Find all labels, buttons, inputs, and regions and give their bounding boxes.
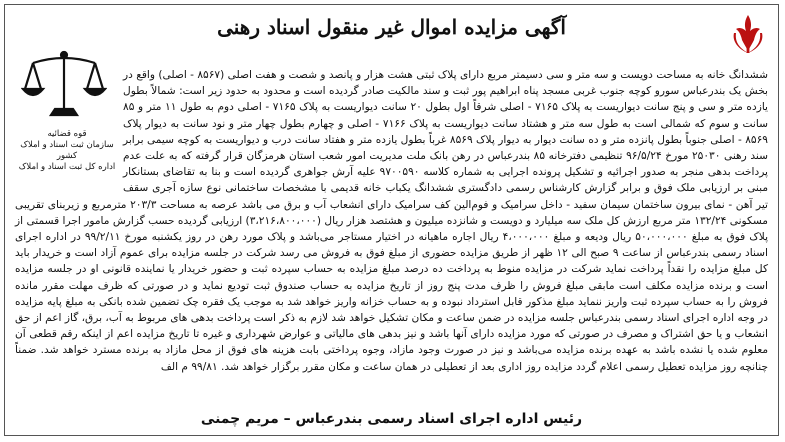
- notice-body: [15, 67, 768, 375]
- iran-emblem-icon: [728, 11, 768, 57]
- org-line-3: اداره کل ثبت اسناد و املاک: [18, 162, 116, 172]
- logo-spacer: [15, 67, 123, 185]
- notice-title: آگهی مزایده اموال غیر منقول اسناد رهنی: [217, 15, 566, 39]
- org-line-2: سازمان ثبت اسناد و املاک کشور: [20, 140, 114, 161]
- org-line-1: قوه قضائیه: [47, 129, 87, 139]
- notice-header: [5, 5, 778, 63]
- signature-line: رئیس اداره اجرای اسناد رسمی بندرعباس – مریم چمنی: [200, 411, 583, 427]
- notice-frame: [4, 4, 779, 436]
- notice-body-text: ششدانگ خانه به مساحت دویست و سه متر و سی دسیمتر مربع دارای پلاک ثبتی هشت هزار و پانصد و شصت و هفت اصلی (۸۵۶۷ - اصلی) واقع در بخش یک بندرعباس سورو کوچه جنوب غربی مسجد پناه ابراهیم پور ثبت و سند مالکیت صادر گردیده است و محدود به حدود زیر است: شمالاً بطول یازده متر و سی و پنج سانت دیواریست به پلاک ۷۱۶۵ - اصلی شرقاً اول بطول ۲۰ سانت دیواریست به پلاک ۷۱۶۵ - اصلی دوم به طول ۱۱ متر و ۸۵ سانت و سوم که شمالی است به طول سه متر و هشتاد سانت دیواریست به پلاک ۷۱۶۶ - اصلی و چهارم بطول چهار متر و نود سانت به دیوار پلاک ۸۵۶۹ - اصلی جنوباً بطول پانزده متر و ده سانت دیوار به دیوار پلاک ۸۵۶۹ غرباً بطول یازده متر و هفتاد سانت درب و دیواریست به کوچه سیمی برابر سند رهنی ۲۵۰۳۰ مورخ ۹۶/۵/۲۴ تنظیمی دفترخانه ۸۵ بندرعباس در رهن بانک ملت مدیریت امور شعب استان هرمزگان قرار گرفته که به علت عدم پرداخت بدهی منجر به صدور اجرائیه و تشکیل پرونده اجرایی به شماره کلاسه ۹۷۰۰۵۹۰ علیه آرش جواهری گردیده است و بنا به تقاضای بستانکار مبنی بر ارزیابی ملک فوق و برابر گزارش کارشناس رسمی دادگستری ششدانگ یکباب خانه قدیمی با مشخصات ساختمانی نوع سازه آجری سقف تیر آهن - نمای بیرون ساختمان سیمان سفید - داخل سرامیک و فوم‌الین کف سرامیک دارای انشعاب آب و برق می باشد عرصه به مساحت ۲۰۳/۳ مترمربع و زیربنای تقریبی مسکونی ۱۳۲/۲۴ متر مربع ارزش کل ملک سه میلیارد و دویست و شانزده میلیون و هشتصد هزار ریال (۳،۲۱۶،۸۰۰،۰۰۰) ارزیابی گردیده حسب گزارش مامور اجرا قسمتی از پلاک فوق به مبلغ ۵۰،۰۰۰،۰۰۰ ریال ودیعه و مبلغ ۴،۰۰۰،۰۰۰ ریال اجاره ماهیانه در اختیار مستاجر می‌باشد و پلاک مورد رهن در روز یکشنبه مورخ ۹۹/۲/۱۱ در اداره اجرای اسناد رسمی بندرعباس از ساعت ۹ صبح الی ۱۲ ظهر از طریق مزایده حضوری از مبلغ فوق به فروش می رسد شرکت در جلسه مزایده برای عموم آزاد است و خریدار باید کل مبلغ مزایده را نقداً پرداخت نماید شرکت در مزایده منوط به پرداخت ده درصد مبلغ مزایده به حساب سپرده ثبت و حضور خریدار یا نماینده قانونی او در جلسه مزایده است و برنده مزایده مکلف است مابقی مبلغ فروش را ظرف مدت پنج روز از تاریخ مزایده به حساب صندوق ثبت تودیع نماید و در صورتی که ظرف مهلت مقرر مانده فروش را به حساب سپرده ثبت واریز ننماید مبلغ مذکور قابل استرداد نبوده و به حساب خزانه واریز خواهد شد به موجب یک فقره چک تضمین شده بانکی به مبلغ پایه مزایده در وجه اداره اجرای اسناد رسمی بندرعباس جلسه مزایده در ضمن ساعت و مکان تشکیل خواهد شد لازم به ذکر است پرداخت بدهی های مربوط به آب، برق، گاز اعم از حق انشعاب و یا حق اشتراک و مصرف در صورتی که مورد مزایده دارای آنها باشد و نیز بدهی های مالیاتی و عوارض شهرداری و غیره تا تاریخ مزایده اعم از اینکه رقم قطعی آن معلوم شده یا نشده باشد به عهده برنده مزایده می‌باشد و نیز در صورت وجود مازاد، وجوه پرداختی بابت هزینه های فوق از محل مازاد به برنده مسترد خواهد شد. ضمناً چنانچه روز مزایده تعطیل رسمی اعلام گردد مزایده روز اداری بعد از تعطیلی در همان ساعت و مکان مقرر برگزار خواهد شد. ۹۹/۸۱ م الف: [15, 69, 769, 373]
